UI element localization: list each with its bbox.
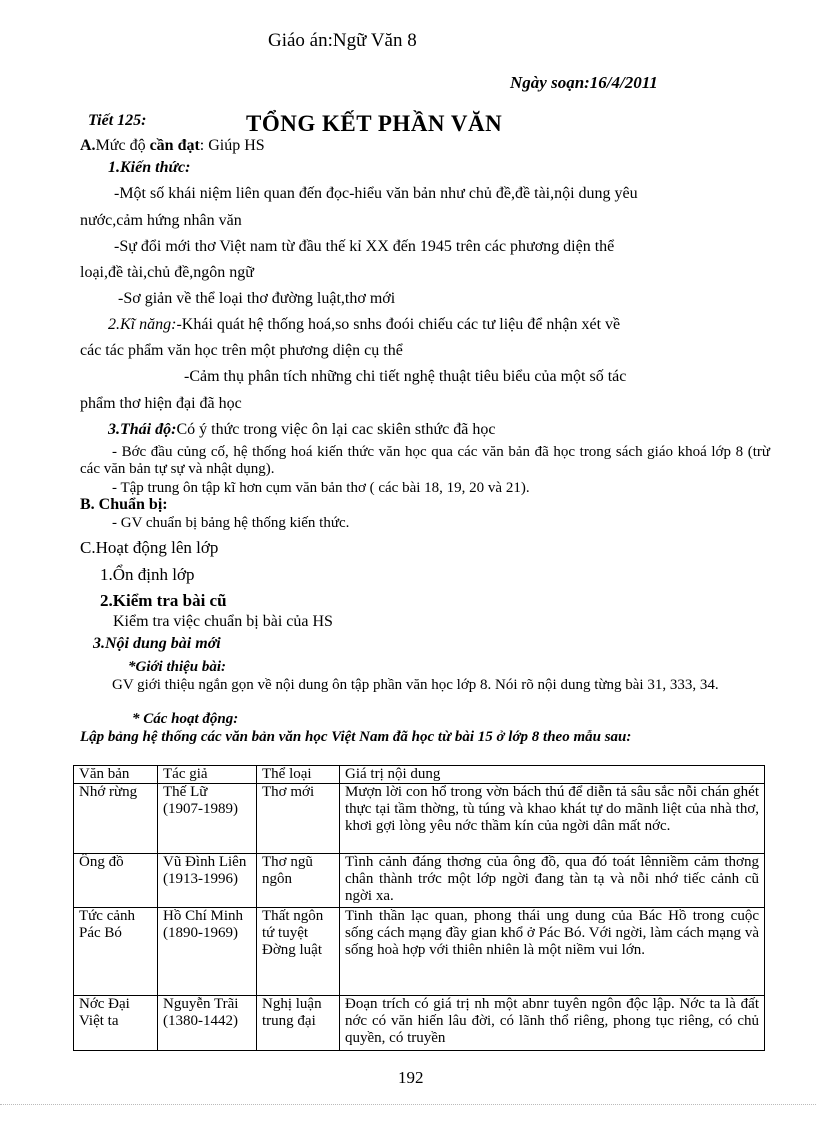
cell-value: Tình cảnh đáng thơng của ông đồ, qua đó toát lênniềm cảm thơng chân thành trớc một lớp ngời đang tàn tạ và nỗi nhớ tiếc cảnh cũ ngời xa.	[340, 854, 765, 908]
cell-author: Hồ Chí Minh (1890-1969)	[158, 908, 257, 996]
skill-line-1	[108, 316, 620, 334]
cell-author: Vũ Đình Liên (1913-1996)	[158, 854, 257, 908]
section-b-heading: B. Chuẩn bị:	[80, 496, 168, 513]
section-a-heading-2: cần đạt	[149, 137, 200, 154]
knowledge-heading: 1.Kiến thức:	[108, 159, 191, 176]
section-a-label: A.	[80, 137, 96, 154]
cell-value: Tinh thần lạc quan, phong thái ung dung của Bác Hồ trong cuộc sống cách mạng đầy gian khổ ở Pác Bó. Với ngời, làm cách mạng và sống hoà hợp với thiên nhiên là một niềm vui lớn.	[340, 908, 765, 996]
cell-value: Đoạn trích có giá trị nh một abnr tuyên ngôn độc lập. Nớc ta là đất nớc có văn hiến lâu đời, có lãnh thổ riêng, phong tục riêng, có chủ quyền, có truyền	[340, 996, 765, 1051]
literature-summary-table	[73, 765, 765, 1051]
page-number: 192	[398, 1068, 424, 1087]
table-header-row	[74, 766, 765, 784]
cell-author: Nguyễn Trãi (1380-1442)	[158, 996, 257, 1051]
section-c-step-2-text: Kiểm tra việc chuẩn bị bài của HS	[113, 613, 333, 630]
section-c-heading: C.Hoạt động lên lớp	[80, 538, 219, 557]
objective-step-1: - Bớc đầu củng cố, hệ thống hoá kiến thức văn học qua các văn bản đã học trong sách giáo khoá lớp 8 (trừ các văn bản tự sự và nhật dụng).	[80, 444, 770, 477]
knowledge-item-1-line-1: -Một số khái niệm liên quan đến đọc-hiểu văn bản như chủ đề,đề tài,nội dung yêu	[114, 185, 638, 202]
cell-author: Thế Lữ (1907-1989)	[158, 784, 257, 854]
page-title: TỔNG KẾT PHẦN VĂN	[246, 111, 503, 136]
cell-work: Tức cảnh Pác Bó	[74, 908, 158, 996]
attitude-text: Có ý thức trong việc ôn lại cac skiên sthức đã học	[176, 421, 496, 438]
cell-genre: Thơ ngũ ngôn	[257, 854, 340, 908]
cell-work: Nhớ rừng	[74, 784, 158, 854]
attitude-heading: 3.Thái độ:	[108, 421, 177, 438]
cell-value: Mượn lời con hổ trong vờn bách thú để diễn tả sâu sắc nỗi chán ghét thực tại tầm thờng, tù túng và khao khát tự do mãnh liệt của nhà thơ, khơi gợi lòng yêu nớc thầm kín của ngời dân mất nớc.	[340, 784, 765, 854]
cell-work: Ông đồ	[74, 854, 158, 908]
skill-text-1: -Khái quát hệ thống hoá,so snhs đoói chiếu các tư liệu để nhận xét về	[176, 316, 621, 333]
knowledge-item-1-line-2: nước,cảm hứng nhân văn	[80, 212, 242, 229]
skill2-line-1: -Cảm thụ phân tích những chi tiết nghệ thuật tiêu biểu của một số tác	[184, 368, 627, 385]
activities-heading: * Các hoạt động:	[132, 711, 239, 727]
skill-heading: 2.Kĩ năng:	[108, 316, 177, 333]
document-header: Giáo án:Ngữ Văn 8	[268, 30, 417, 51]
header-genre: Thể loại	[257, 766, 340, 784]
section-c-step-2	[100, 591, 227, 611]
section-a-heading	[80, 137, 265, 155]
table-row	[74, 784, 765, 854]
knowledge-item-3: -Sơ giản về thể loại thơ đường luật,thơ mới	[118, 290, 396, 307]
task-instruction: Lập bảng hệ thống các văn bản văn học Việt Nam đã học từ bài 15 ở lớp 8 theo mẫu sau:	[80, 729, 632, 745]
section-a-heading-rest: : Giúp HS	[199, 137, 265, 154]
skill-line-2: các tác phẩm văn học trên một phương diện cụ thể	[80, 342, 403, 359]
intro-text: GV giới thiệu ngắn gọn về nội dung ôn tập phần văn học lớp 8. Nói rõ nội dung từng bài 31, 333, 34.	[112, 677, 719, 693]
section-b-text: - GV chuẩn bị bảng hệ thống kiến thức.	[112, 515, 350, 531]
objective-step-2: - Tập trung ôn tập kĩ hơn cụm văn bản thơ ( các bài 18, 19, 20 và 21).	[112, 480, 530, 496]
table-row	[74, 996, 765, 1051]
preparation-date: Ngày soạn:16/4/2011	[510, 73, 658, 92]
skill2-line-2: phẩm thơ hiện đại đã học	[80, 395, 242, 412]
cell-genre: Thơ mới	[257, 784, 340, 854]
section-c-step-3: 3.Nội dung bài mới	[93, 635, 221, 652]
section-c-step-1: 1.Ổn định lớp	[100, 565, 195, 584]
knowledge-item-2-line-2: loại,đề tài,chủ đề,ngôn ngữ	[80, 264, 254, 281]
cell-work: Nớc Đại Việt ta	[74, 996, 158, 1051]
header-work: Văn bản	[74, 766, 158, 784]
header-value: Giá trị nội dung	[340, 766, 765, 784]
knowledge-item-2-line-1: -Sự đổi mới thơ Việt nam từ đầu thế kỉ XX đến 1945 trên các phương diện thể	[114, 238, 615, 255]
lesson-period: Tiết 125:	[88, 112, 147, 129]
intro-heading: *Giới thiệu bài:	[128, 659, 227, 675]
header-author: Tác giả	[158, 766, 257, 784]
cell-genre: Thất ngôn tứ tuyệt Đờng luật	[257, 908, 340, 996]
footer-divider	[0, 1104, 816, 1105]
section-c-step-2-label: 2.Kiểm tra bài cũ	[100, 591, 227, 610]
table-row	[74, 854, 765, 908]
section-a-heading-1: Mức độ	[95, 137, 146, 154]
cell-genre: Nghị luận trung đại	[257, 996, 340, 1051]
table-row	[74, 908, 765, 996]
attitude-line	[108, 421, 495, 439]
